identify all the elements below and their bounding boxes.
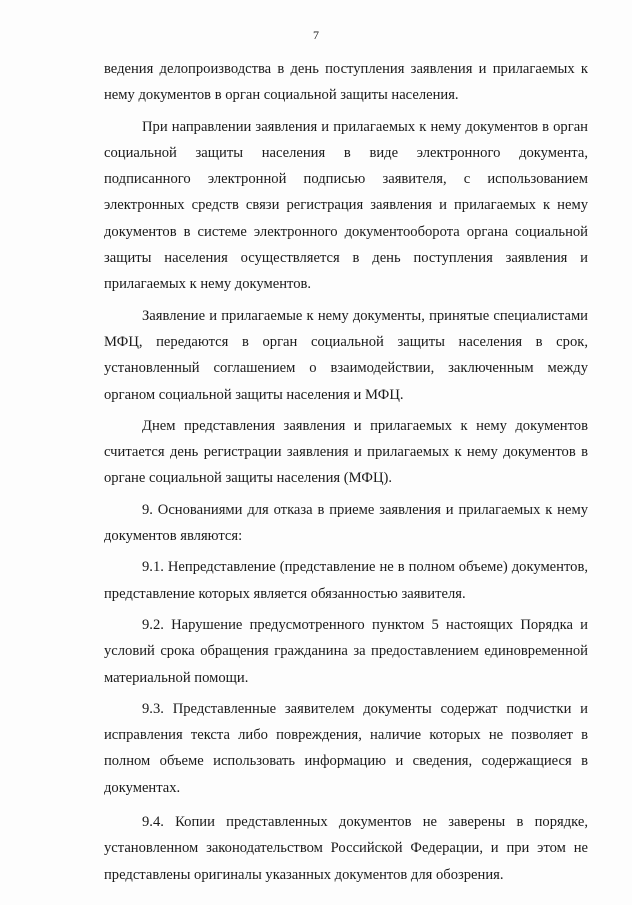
paragraph-continuation: ведения делопроизводства в день поступления заявления и прилагаемых к нему документов в орган социальной защиты населения. xyxy=(104,61,588,104)
paragraph-submission-date: Днем представления заявления и прилагаемых к нему документов считается день регистрации заявления и прилагаемых к нему документов в органе социальной защиты населения (МФЦ). xyxy=(104,417,588,487)
paragraph-electronic-submission: При направлении заявления и прилагаемых к нему документов в орган социальной защиты населения в виде электронного документа, подписанного электронной подписью заявителя, с использованием электронных средств связи регистрация заявления и прилагаемых к нему документов в системе электронного документооборота органа социальной защиты населения осуществляется в день поступления заявления и прилагаемых к нему документов. xyxy=(104,118,588,293)
paragraph-item-9-3: 9.3. Представленные заявителем документы содержат подчистки и исправления текста либо повреждения, наличие которых не позволяет в полном объеме использовать информацию и сведения, содержащиеся в документах. xyxy=(104,700,588,796)
paragraph-refusal-grounds: 9. Основаниями для отказа в приеме заявления и прилагаемых к нему документов являются: xyxy=(104,501,588,545)
paragraph-item-9-4: 9.4. Копии представленных документов не заверены в порядке, установленном законодательством Российской Федерации, и при этом не представлены оригиналы указанных документов для обозрения. xyxy=(104,814,588,883)
paragraph-item-9-1: 9.1. Непредставление (представление не в полном объеме) документов, представление которых является обязанностью заявителя. xyxy=(104,559,588,602)
paragraph-mfc-transfer: Заявление и прилагаемые к нему документы, принятые специалистами МФЦ, передаются в орган социальной защиты населения в срок, установленный соглашением о взаимодействии, заключенным между органом социальной защиты населения и МФЦ. xyxy=(104,307,588,403)
paragraph-item-9-2: 9.2. Нарушение предусмотренного пунктом 5 настоящих Порядка и условий срока обращения гражданина за предоставлением единовременной материальной помощи. xyxy=(104,616,588,686)
page-number: 7 xyxy=(313,28,319,42)
document-body xyxy=(104,56,588,893)
